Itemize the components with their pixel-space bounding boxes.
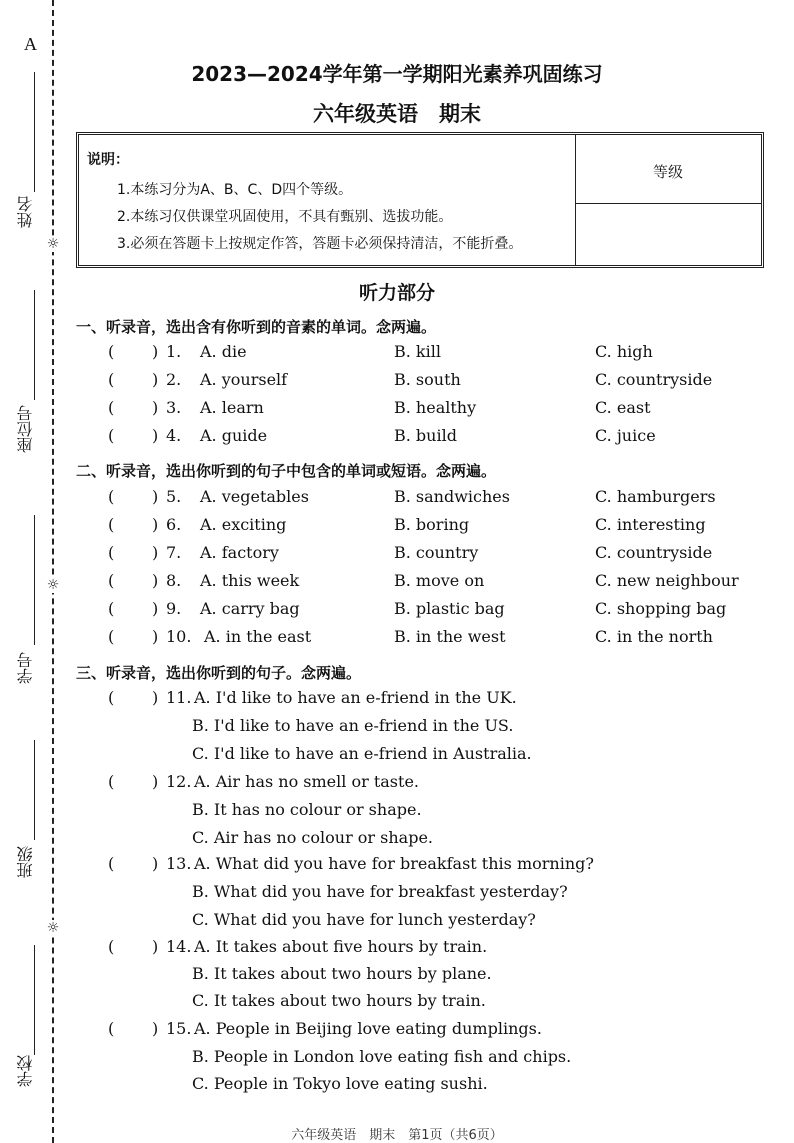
question-number: 1. [166,342,182,361]
section-title: 听力部分 [358,282,435,304]
answer-paren-open[interactable]: ( [108,370,115,389]
option-row [0,716,794,740]
seat-label: 座位号 [16,405,35,453]
answer-paren-close: ) [152,937,159,956]
option-row [0,1047,794,1071]
question-number: 11. [166,688,192,707]
option-c: C. in the north [595,627,713,646]
option-row [0,828,794,852]
answer-paren-close: ) [152,370,159,389]
option-a: A. Air has no smell or taste. [194,772,419,791]
name-label: 姓名 [16,196,35,228]
question-number: 15. [166,1019,192,1038]
sun-icon: ☼ [46,920,60,936]
question-number: 10. [166,627,192,646]
option-b: B. build [394,426,457,445]
answer-paren-open[interactable]: ( [108,515,115,534]
option-a: A. It takes about five hours by train. [194,937,488,956]
option-a: A. yourself [200,370,288,389]
question-row [0,688,794,712]
instruction-item: 3.必须在答题卡上按规定作答，答题卡必须保持清洁，不能折叠。 [117,236,523,252]
option-b: B. I'd like to have an e-friend in the US. [192,716,514,735]
option-c: C. People in Tokyo love eating sushi. [192,1074,488,1093]
option-b: B. plastic bag [394,599,505,618]
answer-paren-open[interactable]: ( [108,571,115,590]
answer-paren-close: ) [152,854,159,873]
answer-paren-open[interactable]: ( [108,543,115,562]
option-c: C. countryside [595,370,713,389]
instruction-item: 1.本练习分为A、B、C、D四个等级。 [117,182,353,198]
option-b: B. boring [394,515,470,534]
question-number: 9. [166,599,182,618]
question-number: 7. [166,543,182,562]
question-row [0,627,794,651]
answer-paren-close: ) [152,543,159,562]
option-row [0,744,794,768]
option-c: C. high [595,342,653,361]
question-row [0,1019,794,1043]
question-number: 4. [166,426,182,445]
option-row [0,882,794,906]
option-a: A. die [200,342,247,361]
question-number: 3. [166,398,182,417]
option-c: C. What did you have for lunch yesterday? [192,910,536,929]
option-a: A. exciting [200,515,287,534]
instruction-item: 2.本练习仅供课堂巩固使用，不具有甄别、选拔功能。 [117,209,453,225]
question-number: 5. [166,487,182,506]
option-b: B. in the west [394,627,506,646]
option-b: B. It takes about two hours by plane. [192,964,492,983]
question-row [0,487,794,511]
page-footer: 六年级英语 期末 第1页（共6页） [291,1128,503,1143]
option-a: A. learn [200,398,264,417]
question-row [0,599,794,623]
answer-paren-open[interactable]: ( [108,398,115,417]
answer-paren-open[interactable]: ( [108,688,115,707]
corner-label: A [24,34,37,54]
option-c: C. It takes about two hours by train. [192,991,486,1010]
answer-paren-close: ) [152,688,159,707]
grade-label: 等级 [652,163,683,181]
option-a: A. guide [200,426,268,445]
question-number: 8. [166,571,182,590]
option-row [0,800,794,824]
question-row [0,937,794,961]
instructions-box [76,132,764,268]
option-a: A. What did you have for breakfast this morning? [194,854,594,873]
option-b: B. move on [394,571,485,590]
option-b: B. It has no colour or shape. [192,800,422,819]
option-c: C. I'd like to have an e-friend in Australia. [192,744,532,763]
answer-paren-close: ) [152,342,159,361]
question-row [0,426,794,450]
option-row [0,910,794,934]
school-label: 学校 [16,1055,35,1087]
option-b: B. south [394,370,461,389]
answer-paren-open[interactable]: ( [108,487,115,506]
answer-paren-open[interactable]: ( [108,854,115,873]
answer-paren-open[interactable]: ( [108,599,115,618]
option-a: A. carry bag [200,599,300,618]
answer-paren-open[interactable]: ( [108,1019,115,1038]
question-row [0,398,794,422]
option-row [0,1074,794,1098]
option-row [0,964,794,988]
option-c: C. interesting [595,515,706,534]
answer-paren-close: ) [152,398,159,417]
name-write-line [34,72,35,192]
answer-paren-open[interactable]: ( [108,627,115,646]
part-heading: 二、听录音，选出你听到的句子中包含的单词或短语。念两遍。 [76,462,497,480]
option-c: C. Air has no colour or shape. [192,828,434,847]
question-row [0,772,794,796]
answer-paren-close: ) [152,627,159,646]
option-b: B. country [394,543,479,562]
answer-paren-open[interactable]: ( [108,937,115,956]
page-subtitle: 六年级英语 期末 [313,102,481,126]
question-row [0,571,794,595]
option-a: A. People in Beijing love eating dumplings. [194,1019,542,1038]
option-b: B. healthy [394,398,477,417]
option-a: A. this week [200,571,300,590]
class-label: 班级 [16,846,35,878]
answer-paren-open[interactable]: ( [108,426,115,445]
answer-paren-close: ) [152,426,159,445]
option-c: C. juice [595,426,656,445]
page-title: 2023—2024学年第一学期阳光素养巩固练习 [191,62,603,86]
answer-paren-close: ) [152,515,159,534]
question-row [0,543,794,567]
option-c: C. countryside [595,543,713,562]
question-number: 13. [166,854,192,873]
question-row [0,370,794,394]
option-c: C. east [595,398,651,417]
option-a: A. I'd like to have an e-friend in the UK. [194,688,517,707]
option-b: B. sandwiches [394,487,510,506]
answer-paren-close: ) [152,599,159,618]
question-number: 14. [166,937,192,956]
student-no-label: 学号 [16,652,35,684]
option-b: B. kill [394,342,441,361]
instructions-title: 说明： [87,152,129,168]
question-number: 6. [166,515,182,534]
option-a: A. in the east [204,627,312,646]
question-number: 2. [166,370,182,389]
answer-paren-close: ) [152,1019,159,1038]
question-number: 12. [166,772,192,791]
part-heading: 一、听录音，选出含有你听到的音素的单词。念两遍。 [76,318,437,336]
question-row [0,515,794,539]
sun-icon: ☼ [46,236,60,252]
question-row [0,342,794,366]
option-c: C. hamburgers [595,487,716,506]
option-a: A. factory [200,543,279,562]
sun-icon: ☼ [46,577,60,593]
question-row [0,854,794,878]
grade-cell-divider [575,203,761,204]
option-c: C. new neighbour [595,571,739,590]
option-b: B. People in London love eating fish and chips. [192,1047,572,1066]
option-a: A. vegetables [200,487,309,506]
answer-paren-close: ) [152,571,159,590]
answer-paren-close: ) [152,487,159,506]
option-row [0,991,794,1015]
answer-paren-close: ) [152,772,159,791]
grade-divider [575,135,576,265]
part-heading: 三、听录音，选出你听到的句子。念两遍。 [76,664,362,682]
option-c: C. shopping bag [595,599,727,618]
answer-paren-open[interactable]: ( [108,772,115,791]
option-b: B. What did you have for breakfast yesterday? [192,882,568,901]
answer-paren-open[interactable]: ( [108,342,115,361]
